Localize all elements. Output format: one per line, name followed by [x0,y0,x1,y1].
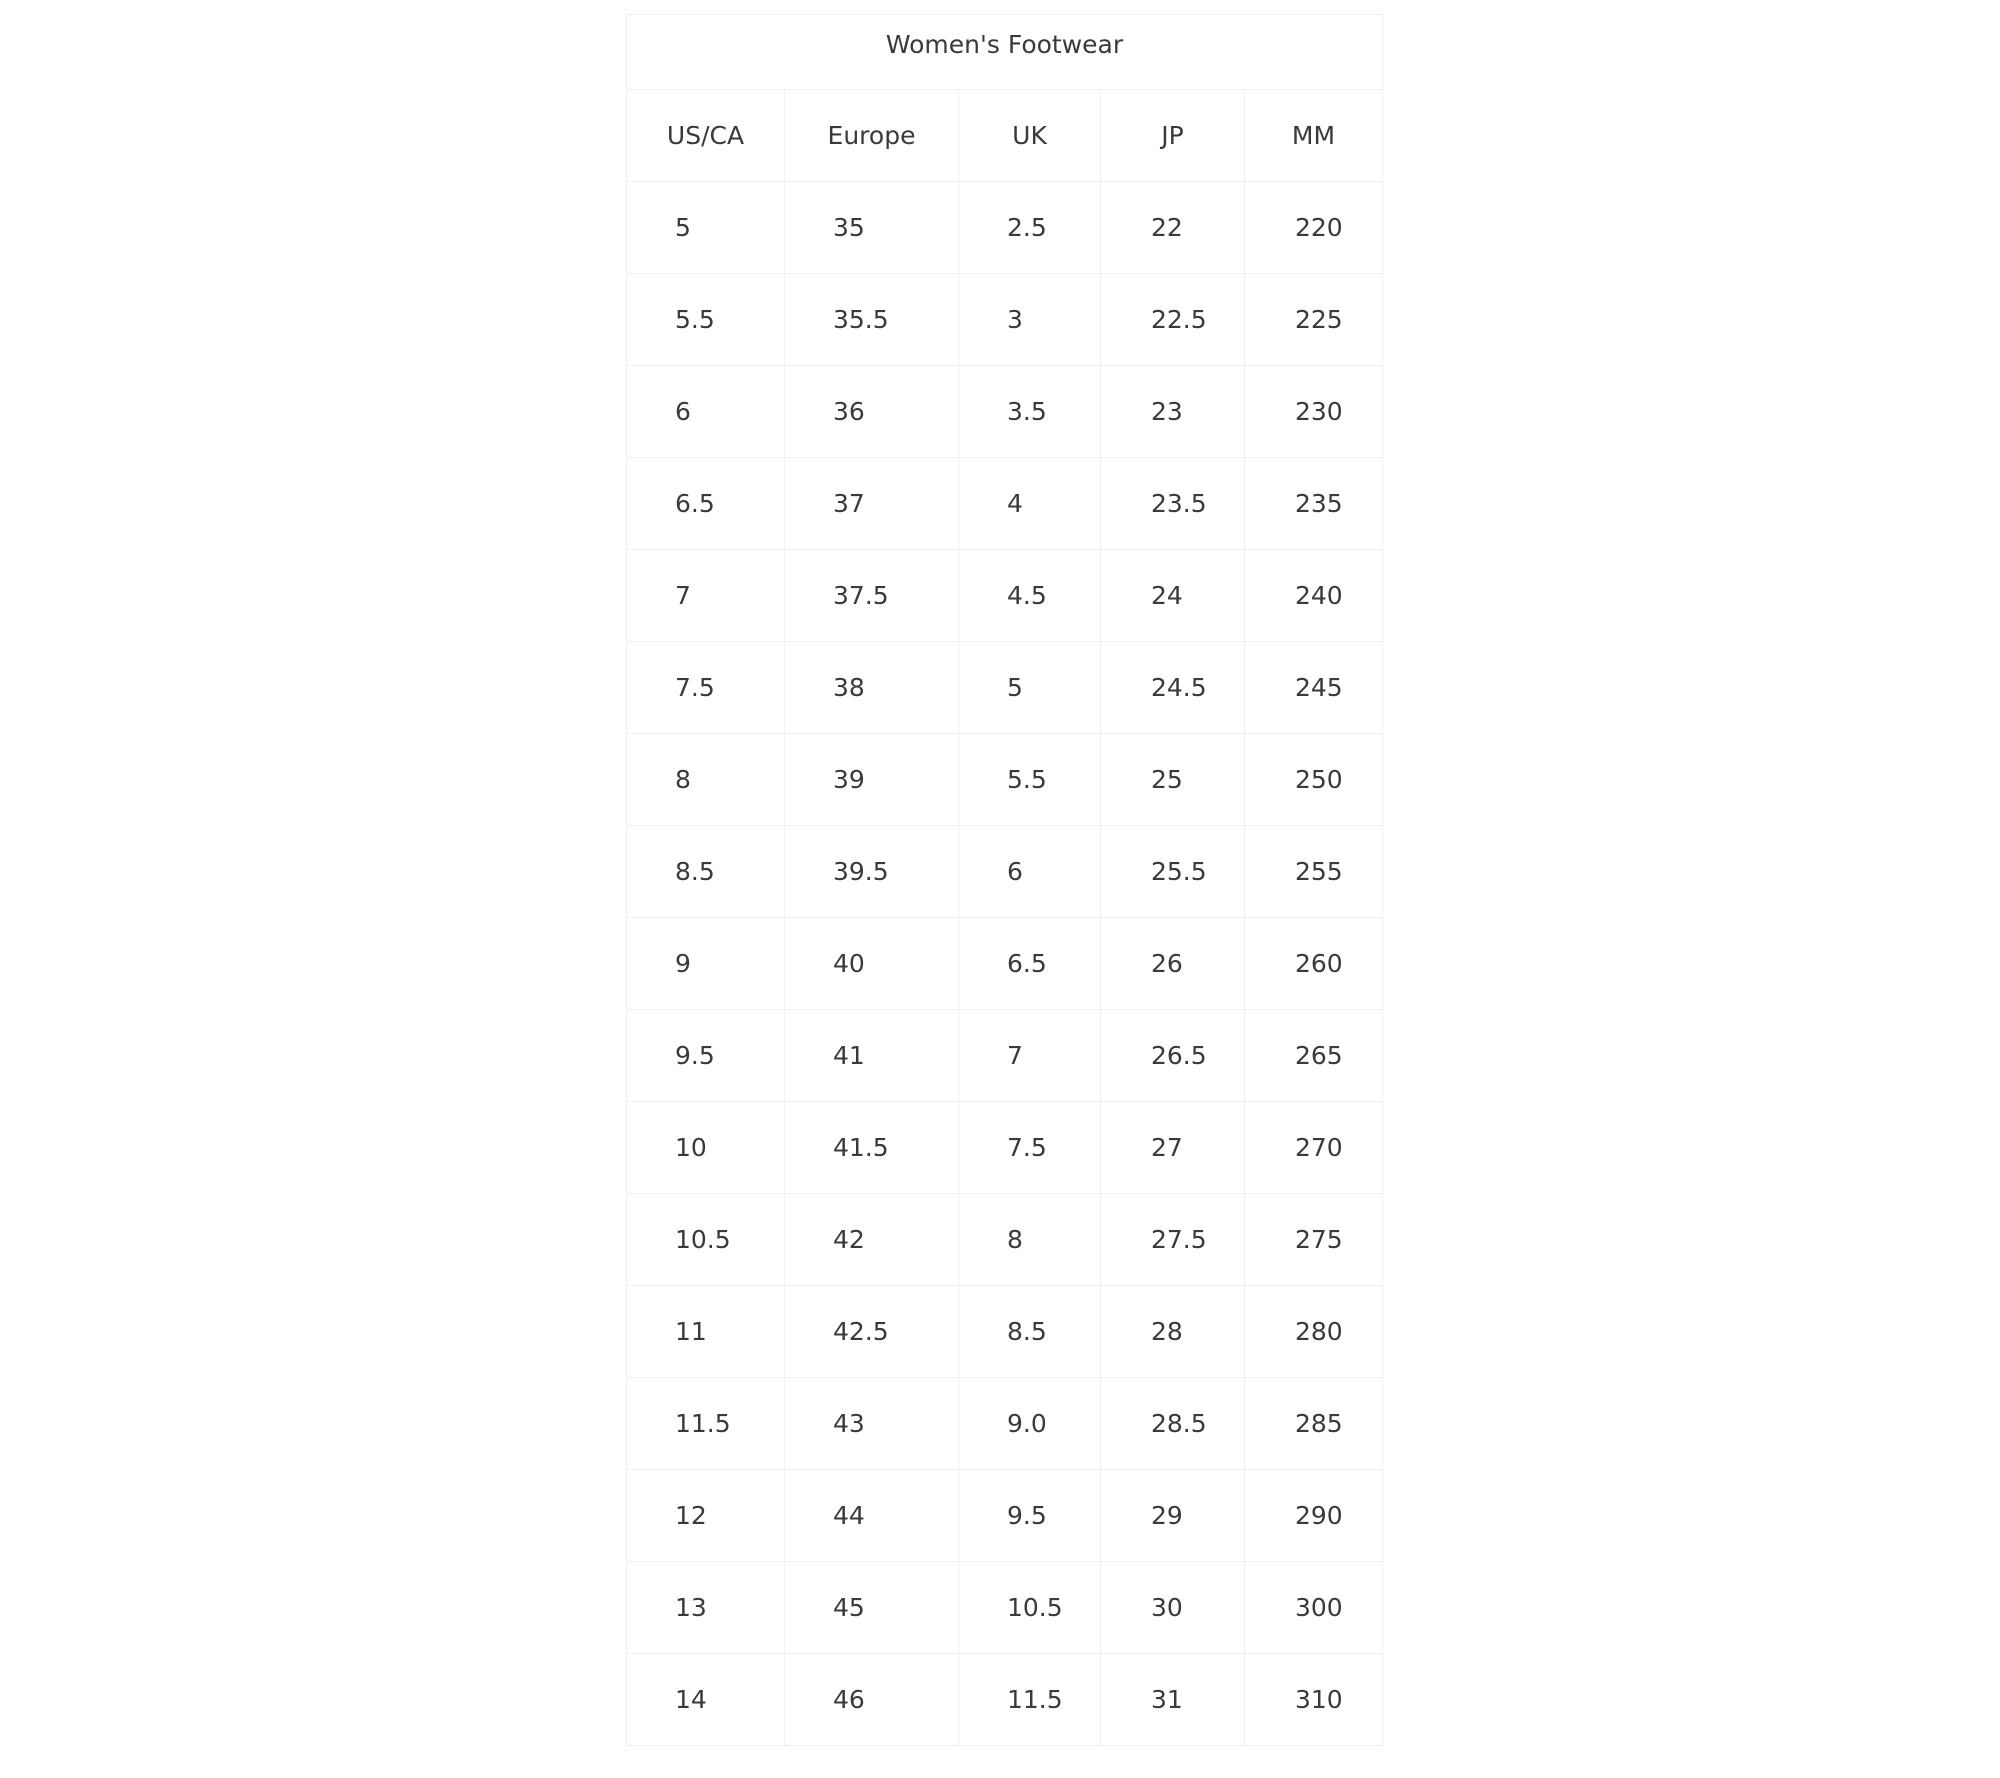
uk-size-cell: 5.5 [959,734,1101,826]
mm-size-cell: 220 [1245,182,1383,274]
us-ca-size-cell: 11.5 [627,1378,785,1470]
europe-size-cell: 40 [785,918,959,1010]
europe-size-cell: 39.5 [785,826,959,918]
jp-size-cell: 24 [1101,550,1245,642]
us-ca-size-cell: 8 [627,734,785,826]
table-row [627,642,1383,734]
europe-size-cell: 41.5 [785,1102,959,1194]
uk-size-cell: 7 [959,1010,1101,1102]
europe-size-cell: 38 [785,642,959,734]
jp-size-cell: 26.5 [1101,1010,1245,1102]
jp-size-cell: 25 [1101,734,1245,826]
size-chart-table [626,14,1383,1746]
uk-size-cell: 3 [959,274,1101,366]
mm-size-cell: 285 [1245,1378,1383,1470]
table-row [627,1378,1383,1470]
table-row [627,1286,1383,1378]
uk-size-cell: 11.5 [959,1654,1101,1746]
us-ca-size-cell: 5 [627,182,785,274]
us-ca-size-cell: 6.5 [627,458,785,550]
uk-size-cell: 8.5 [959,1286,1101,1378]
europe-size-cell: 36 [785,366,959,458]
uk-size-cell: 9.5 [959,1470,1101,1562]
column-header-us-ca: US/CA [627,90,785,182]
mm-size-cell: 230 [1245,366,1383,458]
mm-size-cell: 275 [1245,1194,1383,1286]
europe-size-cell: 42 [785,1194,959,1286]
mm-size-cell: 265 [1245,1010,1383,1102]
uk-size-cell: 3.5 [959,366,1101,458]
us-ca-size-cell: 12 [627,1470,785,1562]
uk-size-cell: 6 [959,826,1101,918]
uk-size-cell: 5 [959,642,1101,734]
column-header-mm: MM [1245,90,1383,182]
uk-size-cell: 7.5 [959,1102,1101,1194]
us-ca-size-cell: 11 [627,1286,785,1378]
jp-size-cell: 27.5 [1101,1194,1245,1286]
jp-size-cell: 25.5 [1101,826,1245,918]
column-header-jp: JP [1101,90,1245,182]
uk-size-cell: 10.5 [959,1562,1101,1654]
mm-size-cell: 225 [1245,274,1383,366]
column-header-europe: Europe [785,90,959,182]
column-header-uk: UK [959,90,1101,182]
jp-size-cell: 26 [1101,918,1245,1010]
us-ca-size-cell: 9.5 [627,1010,785,1102]
table-row [627,1010,1383,1102]
table-row [627,1470,1383,1562]
mm-size-cell: 235 [1245,458,1383,550]
mm-size-cell: 245 [1245,642,1383,734]
us-ca-size-cell: 10 [627,1102,785,1194]
us-ca-size-cell: 6 [627,366,785,458]
table-row [627,182,1383,274]
table-row [627,826,1383,918]
us-ca-size-cell: 5.5 [627,274,785,366]
table-header [627,90,1383,182]
mm-size-cell: 260 [1245,918,1383,1010]
mm-size-cell: 250 [1245,734,1383,826]
uk-size-cell: 2.5 [959,182,1101,274]
mm-size-cell: 300 [1245,1562,1383,1654]
mm-size-cell: 280 [1245,1286,1383,1378]
jp-size-cell: 23.5 [1101,458,1245,550]
jp-size-cell: 22.5 [1101,274,1245,366]
us-ca-size-cell: 14 [627,1654,785,1746]
jp-size-cell: 23 [1101,366,1245,458]
table-body [627,182,1383,1746]
europe-size-cell: 35.5 [785,274,959,366]
table-row [627,918,1383,1010]
table-row [627,550,1383,642]
europe-size-cell: 46 [785,1654,959,1746]
table-title [626,14,1383,89]
table-row [627,1102,1383,1194]
jp-size-cell: 30 [1101,1562,1245,1654]
table-row [627,458,1383,550]
jp-size-cell: 27 [1101,1102,1245,1194]
us-ca-size-cell: 7.5 [627,642,785,734]
us-ca-size-cell: 8.5 [627,826,785,918]
table-title-text: Women's Footwear [885,30,1124,59]
us-ca-size-cell: 13 [627,1562,785,1654]
table-row [627,1194,1383,1286]
jp-size-cell: 28.5 [1101,1378,1245,1470]
uk-size-cell: 8 [959,1194,1101,1286]
mm-size-cell: 290 [1245,1470,1383,1562]
jp-size-cell: 29 [1101,1470,1245,1562]
table-row [627,734,1383,826]
jp-size-cell: 24.5 [1101,642,1245,734]
mm-size-cell: 270 [1245,1102,1383,1194]
europe-size-cell: 37.5 [785,550,959,642]
europe-size-cell: 41 [785,1010,959,1102]
header-row [627,90,1383,182]
uk-size-cell: 9.0 [959,1378,1101,1470]
europe-size-cell: 42.5 [785,1286,959,1378]
uk-size-cell: 4 [959,458,1101,550]
mm-size-cell: 240 [1245,550,1383,642]
uk-size-cell: 6.5 [959,918,1101,1010]
mm-size-cell: 310 [1245,1654,1383,1746]
mm-size-cell: 255 [1245,826,1383,918]
table-row [627,274,1383,366]
us-ca-size-cell: 10.5 [627,1194,785,1286]
europe-size-cell: 43 [785,1378,959,1470]
table-row [627,366,1383,458]
us-ca-size-cell: 9 [627,918,785,1010]
jp-size-cell: 22 [1101,182,1245,274]
europe-size-cell: 39 [785,734,959,826]
table-row [627,1562,1383,1654]
europe-size-cell: 44 [785,1470,959,1562]
jp-size-cell: 31 [1101,1654,1245,1746]
uk-size-cell: 4.5 [959,550,1101,642]
us-ca-size-cell: 7 [627,550,785,642]
table-row [627,1654,1383,1746]
europe-size-cell: 35 [785,182,959,274]
jp-size-cell: 28 [1101,1286,1245,1378]
europe-size-cell: 45 [785,1562,959,1654]
europe-size-cell: 37 [785,458,959,550]
